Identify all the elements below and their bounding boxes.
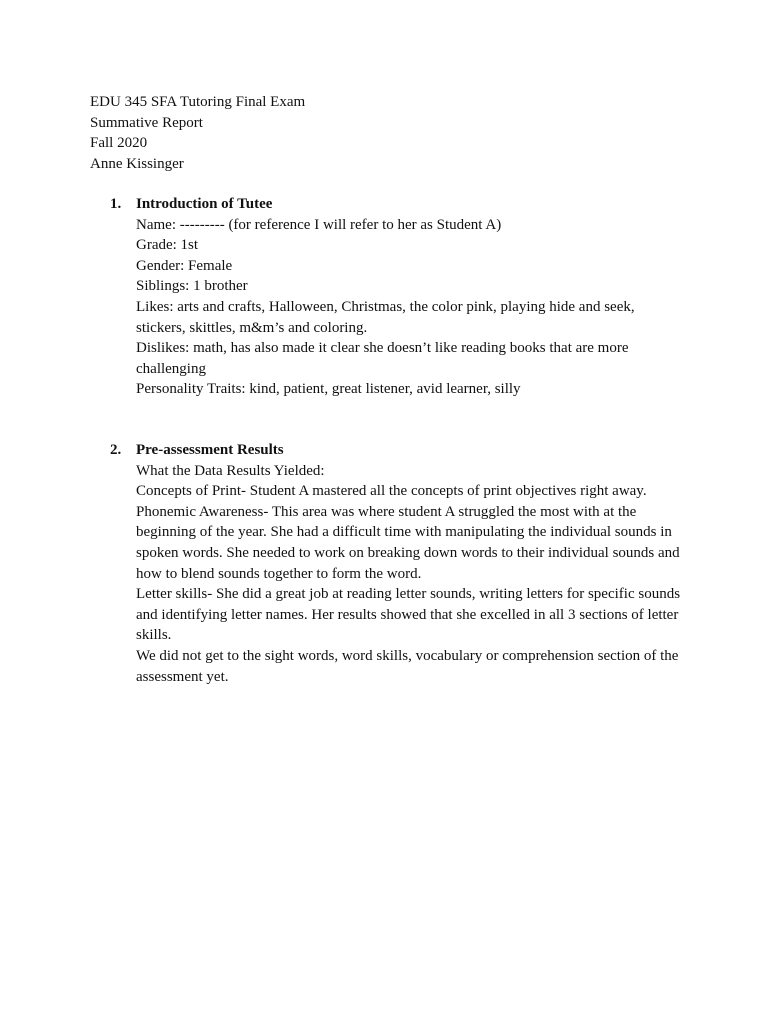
section-body (136, 461, 682, 688)
remaining-sections-paragraph: We did not get to the sight words, word skills, vocabulary or comprehension section of the assessment yet. (136, 647, 679, 685)
section-pre-assessment-results (110, 440, 690, 687)
letter-skills-paragraph: Letter skills- She did a great job at reading letter sounds, writing letters for specific sounds and identifying letter names. Her results showed that she excelled in all 3 sections of letter skills. (136, 586, 681, 644)
tutee-likes-line: Likes: arts and crafts, Halloween, Christmas, the color pink, playing hide and seek, stickers, skittles, m&m’s and coloring. (136, 298, 635, 336)
tutee-gender-line: Gender: Female (136, 257, 233, 274)
section-body (136, 215, 682, 400)
report-type: Summative Report (90, 114, 203, 131)
concepts-of-print-paragraph: Concepts of Print- Student A mastered all the concepts of print objectives right away. (136, 483, 647, 500)
author-name: Anne Kissinger (90, 155, 184, 172)
tutee-dislikes-line: Dislikes: math, has also made it clear she doesn’t like reading books that are more challenging (136, 340, 629, 377)
section-number: 1. (110, 196, 122, 212)
term: Fall 2020 (90, 135, 148, 151)
tutee-grade-line: Grade: 1st (136, 237, 199, 254)
section-title: Introduction of Tutee (136, 196, 273, 212)
data-results-line: What the Data Results Yielded: (136, 462, 325, 479)
section-heading (110, 440, 690, 461)
phonemic-awareness-paragraph: Phonemic Awareness- This area was where student A struggled the most with at the beginning of the year. She had a difficult time with manipulating the individual sounds in spoken words. She needed to work on breaking down words to their individual sounds and how to blend sounds together to form the word. (136, 503, 680, 582)
course-title: EDU 345 SFA Tutoring Final Exam (90, 94, 306, 110)
section-introduction-of-tutee (110, 194, 690, 400)
section-title: Pre-assessment Results (136, 442, 284, 458)
section-heading (110, 194, 690, 215)
tutee-personality-line: Personality Traits: kind, patient, great listener, avid learner, silly (136, 381, 521, 398)
tutee-name-line: Name: --------- (for reference I will refer to her as Student A) (136, 216, 502, 233)
section-number: 2. (110, 442, 122, 458)
document-header (90, 92, 690, 174)
tutee-siblings-line: Siblings: 1 brother (136, 278, 248, 295)
